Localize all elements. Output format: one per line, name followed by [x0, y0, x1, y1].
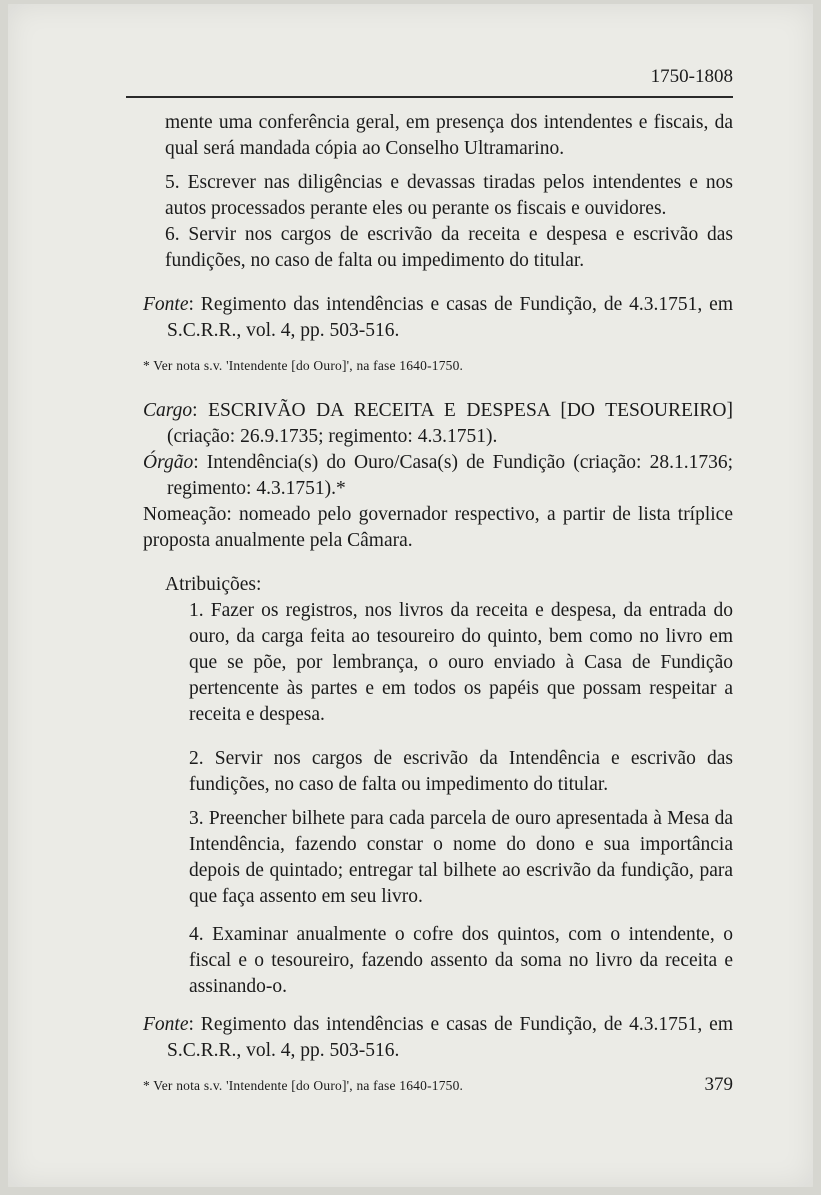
attribution-item-4: 4. Examinar anualmente o cofre dos quintos, com o intendente, o fiscal e o tesoureiro, fazendo assento da soma no livro da receita e assinando-o. — [189, 924, 733, 997]
footnote: * Ver nota s.v. 'Intendente [do Ouro]', na fase 1640-1750. — [143, 1078, 464, 1093]
cargo-text: : ESCRIVÃO DA RECEITA E DESPESA [DO TESOUREIRO] (criação: 26.9.1735; regimento: 4.3.1751). — [167, 400, 733, 447]
attribution-item-5: 5. Escrever nas diligências e devassas tiradas pelos intendentes e nos autos processados perante eles ou perante os fiscais e ouvidores. — [165, 172, 733, 219]
orgao-label: Órgão — [143, 452, 194, 473]
source-text: : Regimento das intendências e casas de Fundição, de 4.3.1751, em S.C.R.R., vol. 4, pp. 503-516. — [167, 1014, 733, 1061]
attributions-heading: Atribuições: — [165, 574, 262, 595]
cargo-label: Cargo — [143, 400, 193, 421]
source-reference — [143, 1012, 733, 1064]
cargo-heading — [143, 398, 733, 450]
source-label: Fonte — [143, 294, 189, 315]
page-body — [143, 110, 733, 1096]
nomeacao-paragraph: Nomeação: nomeado pelo governador respectivo, a partir de lista tríplice proposta anualmente pela Câmara. — [143, 504, 733, 551]
page-number: 379 — [704, 1074, 733, 1095]
attribution-item-2: 2. Servir nos cargos de escrivão da Intendência e escrivão das fundições, no caso de falta ou impedimento do titular. — [189, 748, 733, 795]
header-rule — [126, 96, 733, 98]
attribution-item-1: 1. Fazer os registros, nos livros da receita e despesa, da entrada do ouro, da carga feita ao tesoureiro do quinto, bem como no livro em que se põe, por lembrança, o ouro enviado à Casa de Fundição pertencente às partes e em todos os papéis que possam respeitar a receita e despesa. — [189, 600, 733, 725]
source-text: : Regimento das intendências e casas de Fundição, de 4.3.1751, em S.C.R.R., vol. 4, pp. 503-516. — [167, 294, 733, 341]
orgao-line — [143, 450, 733, 502]
source-reference — [143, 292, 733, 344]
orgao-text: : Intendência(s) do Ouro/Casa(s) de Fundição (criação: 28.1.1736; regimento: 4.3.1751).* — [167, 452, 733, 499]
first-entry-tail — [143, 110, 733, 274]
running-title: 1750-1808 — [650, 66, 733, 87]
attribution-item-3: 3. Preencher bilhete para cada parcela de ouro apresentada à Mesa da Intendência, fazendo constar o nome do dono e sua importância depois de quintado; entregar tal bilhete ao escrivão da fundição, para que faça assento em seu livro. — [189, 808, 733, 907]
book-page — [8, 4, 813, 1187]
source-label: Fonte — [143, 1014, 189, 1035]
attributions-section — [143, 572, 733, 1000]
footnote: * Ver nota s.v. 'Intendente [do Ouro]', na fase 1640-1750. — [143, 358, 464, 373]
attribution-item-6: 6. Servir nos cargos de escrivão da receita e despesa e escrivão das fundições, no caso de falta ou impedimento do titular. — [165, 224, 733, 271]
continued-paragraph: mente uma conferência geral, em presença dos intendentes e fiscais, da qual será mandada cópia ao Conselho Ultramarino. — [165, 112, 733, 159]
